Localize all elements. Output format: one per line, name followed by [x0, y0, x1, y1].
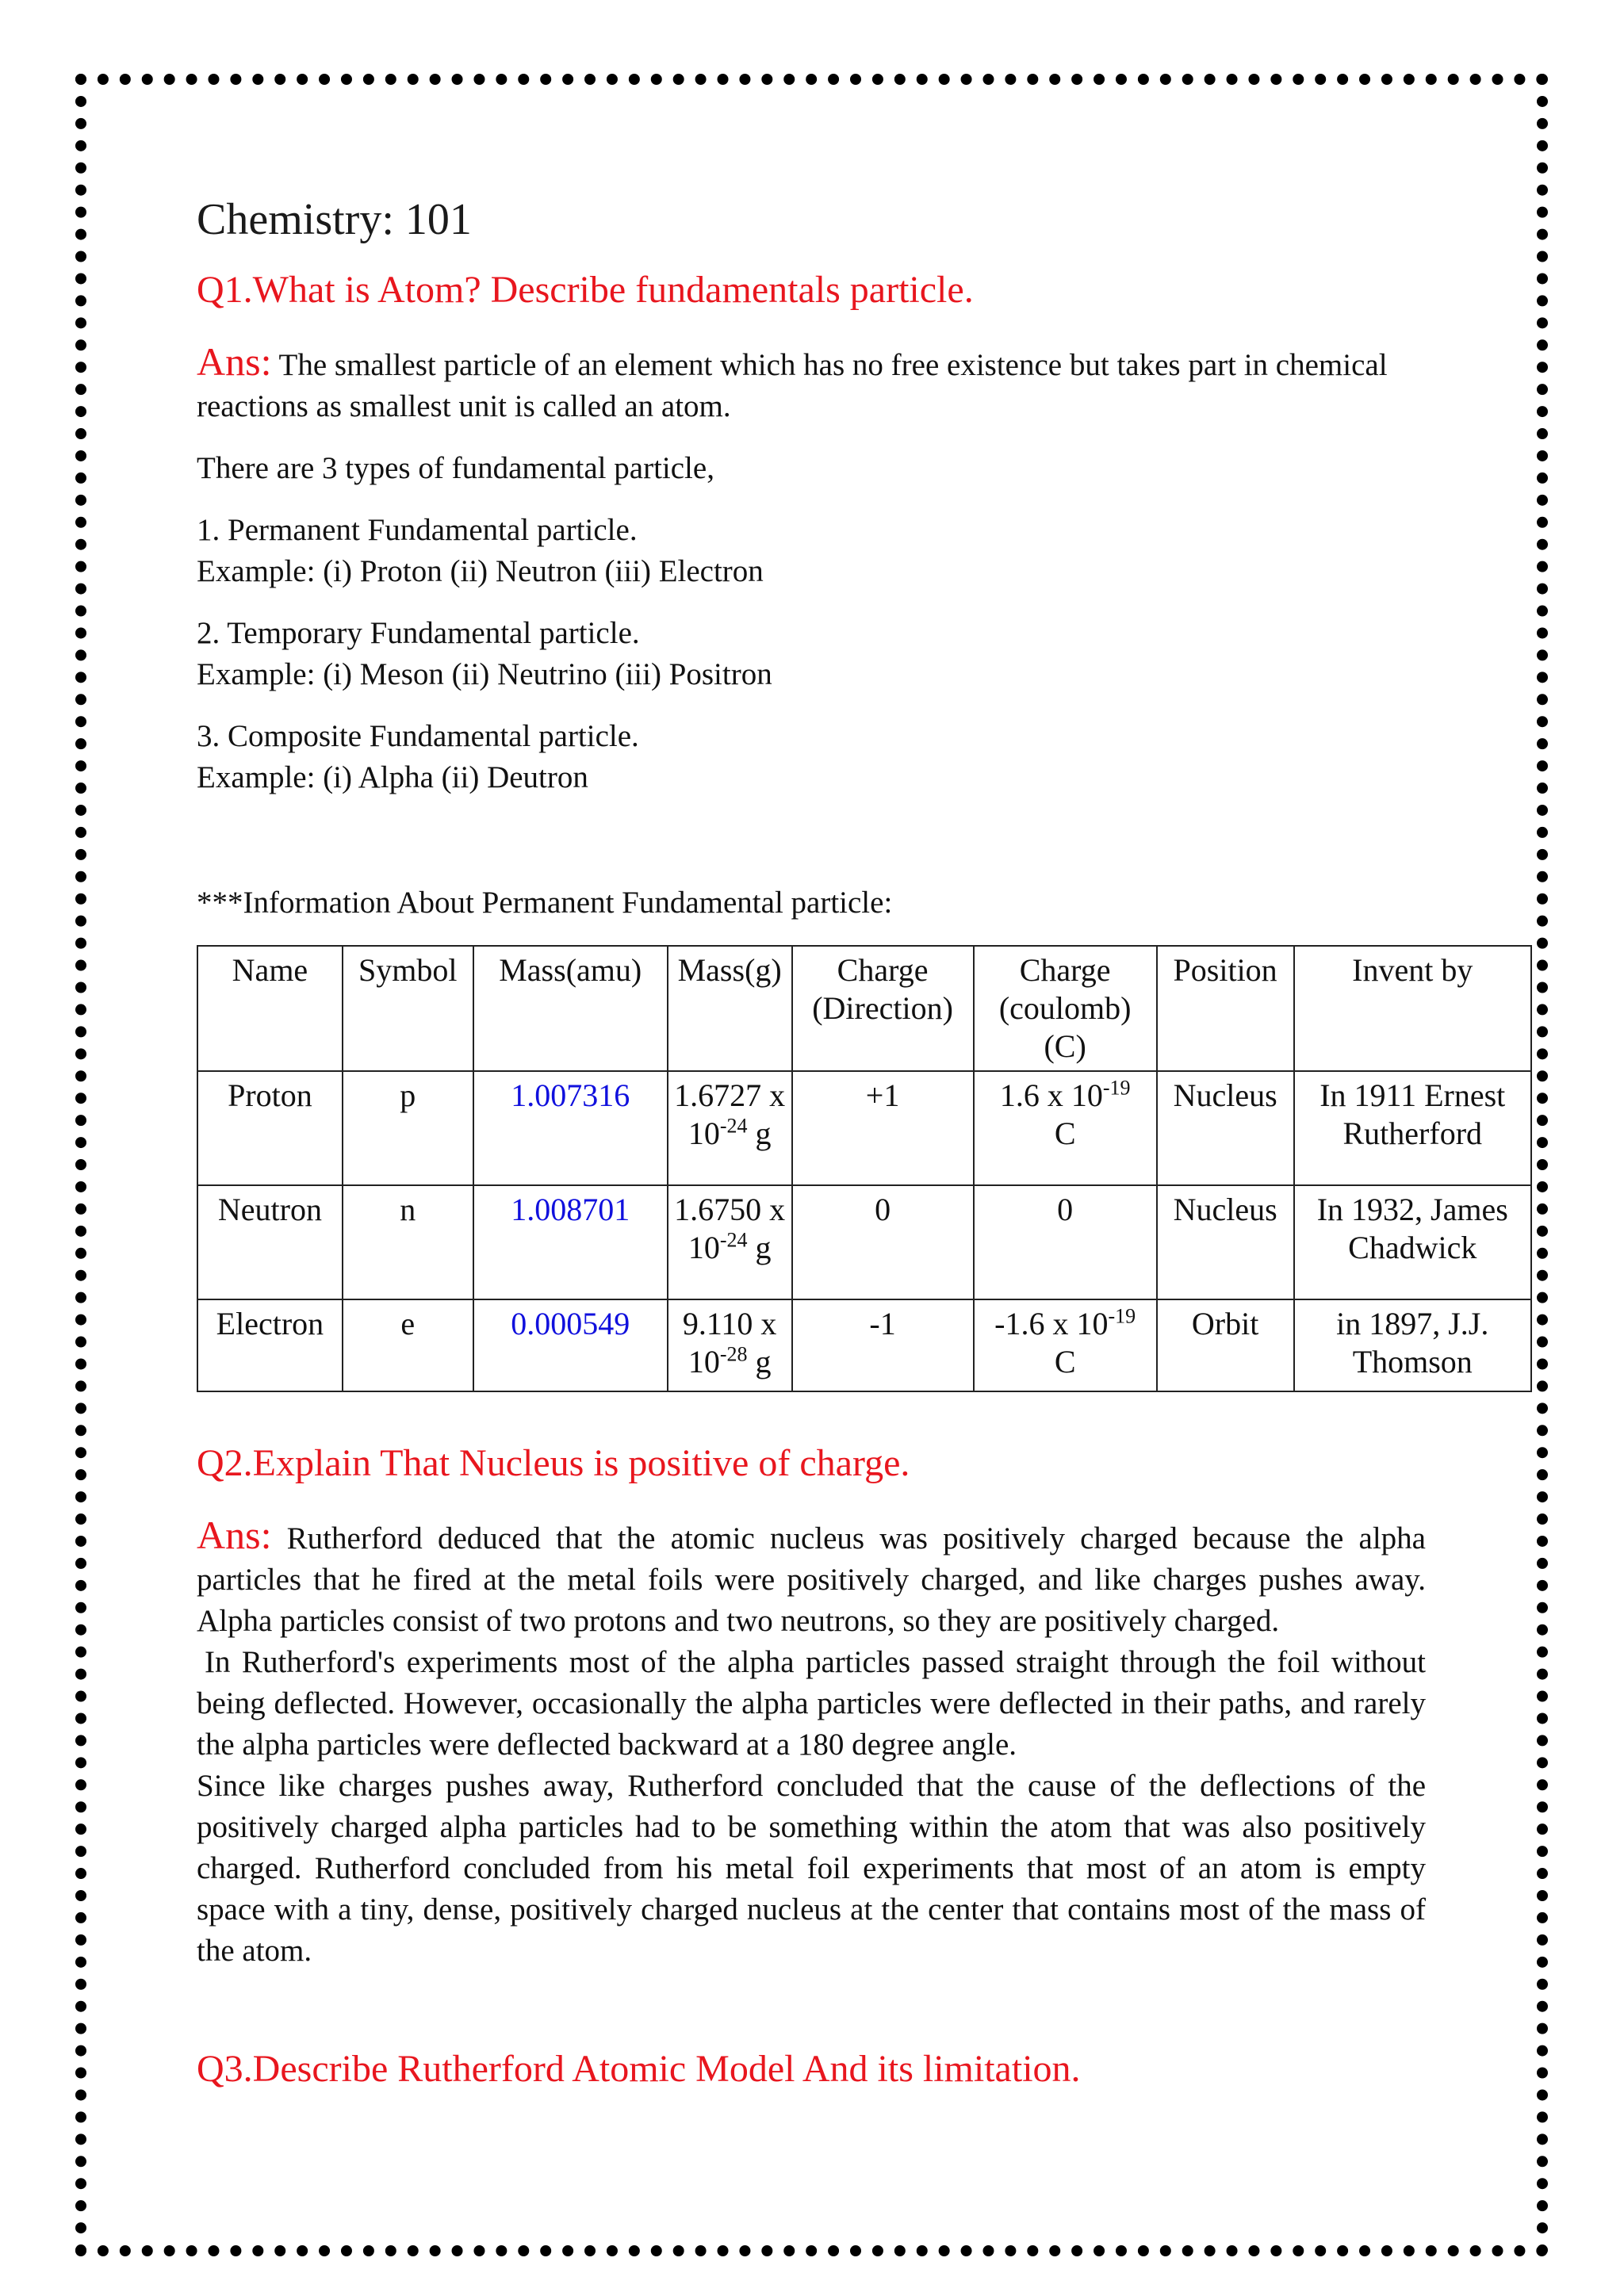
cell-charge-direction: 0	[792, 1185, 974, 1299]
type-1-example: Example: (i) Proton (ii) Neutron (iii) Electron	[197, 554, 764, 588]
q2-answer-para-3: Since like charges pushes away, Rutherford concluded that the cause of the deflections of the positively charged alpha particles had to be something within the atom that was also positively charged. Rutherford concluded from his metal foil experiments that most of an atom is empty space with a tiny, dense, positively charged nucleus at the center that contains most of the mass of the atom.	[197, 1769, 1426, 1968]
mass-g-unit: g	[755, 1230, 772, 1265]
charge-unit: C	[1054, 1344, 1076, 1380]
charge-exponent: -19	[1102, 1076, 1131, 1100]
ans-label: Ans:	[197, 339, 272, 384]
type-3-example: Example: (i) Alpha (ii) Deutron	[197, 760, 588, 794]
col-invent-by: Invent by	[1294, 946, 1531, 1071]
types-intro: There are 3 types of fundamental particle,	[197, 451, 714, 485]
mass-g-unit: g	[755, 1115, 772, 1151]
table-row	[197, 1299, 1531, 1391]
cell-mass-amu: 0.000549	[473, 1299, 668, 1391]
q2-answer-para-2: In Rutherford's experiments most of the alpha particles passed straight through the foil without being deflected. However, occasionally the alpha particles were deflected in their paths, and rarely the alpha particles were deflected backward at a 180 degree angle.	[197, 1645, 1426, 1762]
cell-symbol: n	[343, 1185, 473, 1299]
q1-answer-text: The smallest particle of an element which has no free existence but takes part in chemical reactions as smallest unit is called an atom.	[197, 348, 1388, 423]
table-row	[197, 1071, 1531, 1185]
cell-invent-by: in 1897, J.J. Thomson	[1294, 1299, 1531, 1391]
charge-exponent: -19	[1108, 1304, 1136, 1328]
type-1	[197, 510, 1426, 592]
col-symbol: Symbol	[343, 946, 473, 1071]
mass-g-base: 1.6750 x 10	[674, 1192, 786, 1265]
cell-name: Electron	[197, 1299, 343, 1391]
question-3: Q3.Describe Rutherford Atomic Model And its limitation.	[197, 2048, 1081, 2090]
cell-charge-direction: -1	[792, 1299, 974, 1391]
cell-invent-by: In 1932, James Chadwick	[1294, 1185, 1531, 1299]
cell-name: Proton	[197, 1071, 343, 1185]
col-mass-g: Mass(g)	[668, 946, 792, 1071]
q2-answer	[197, 1514, 1426, 1972]
q2-answer-text-1: Rutherford deduced that the atomic nucleus was positively charged because the alpha particles that he fired at the metal foils were positively charged, and like charges pushes away. Alpha particles consist of two protons and two neutrons, so they are positively charged.	[197, 1521, 1426, 1638]
question-1: Q1.What is Atom? Describe fundamentals particle.	[197, 269, 974, 311]
cell-position: Orbit	[1157, 1299, 1294, 1391]
col-name: Name	[197, 946, 343, 1071]
charge-unit: C	[1054, 1115, 1076, 1151]
ans-label: Ans:	[197, 1513, 272, 1557]
cell-symbol: p	[343, 1071, 473, 1185]
type-3	[197, 716, 1426, 798]
cell-mass-amu: 1.007316	[473, 1071, 668, 1185]
type-3-name: 3. Composite Fundamental particle.	[197, 719, 639, 753]
q1-answer	[197, 341, 1426, 427]
cell-charge-coulomb	[974, 1299, 1157, 1391]
type-2	[197, 613, 1426, 695]
mass-g-exponent: -28	[719, 1342, 748, 1366]
col-mass-amu: Mass(amu)	[473, 946, 668, 1071]
mass-g-unit: g	[755, 1344, 772, 1380]
page-title: Chemistry: 101	[197, 195, 472, 244]
table-heading: ***Information About Permanent Fundamental particle:	[197, 886, 893, 920]
mass-g-base: 1.6727 x 10	[674, 1077, 786, 1151]
charge-base: 1.6 x 10	[999, 1077, 1103, 1113]
cell-mass-amu: 1.008701	[473, 1185, 668, 1299]
cell-charge-coulomb: 0	[974, 1185, 1157, 1299]
cell-charge-direction: +1	[792, 1071, 974, 1185]
cell-position: Nucleus	[1157, 1071, 1294, 1185]
question-2: Q2.Explain That Nucleus is positive of charge.	[197, 1442, 910, 1484]
table-row	[197, 1185, 1531, 1299]
cell-mass-g	[668, 1071, 792, 1185]
mass-g-exponent: -24	[719, 1114, 748, 1138]
col-charge-coulomb: Charge (coulomb) (C)	[974, 946, 1157, 1071]
type-2-name: 2. Temporary Fundamental particle.	[197, 616, 640, 650]
col-position: Position	[1157, 946, 1294, 1071]
col-charge-direction: Charge (Direction)	[792, 946, 974, 1071]
cell-symbol: e	[343, 1299, 473, 1391]
cell-invent-by: In 1911 Ernest Rutherford	[1294, 1071, 1531, 1185]
type-1-name: 1. Permanent Fundamental particle.	[197, 513, 638, 547]
type-2-example: Example: (i) Meson (ii) Neutrino (iii) Positron	[197, 657, 772, 691]
mass-g-base: 9.110 x 10	[682, 1306, 777, 1380]
mass-g-exponent: -24	[719, 1228, 748, 1252]
charge-base: -1.6 x 10	[994, 1306, 1109, 1341]
cell-name: Neutron	[197, 1185, 343, 1299]
particle-table	[197, 945, 1532, 1392]
cell-mass-g	[668, 1185, 792, 1299]
cell-charge-coulomb	[974, 1071, 1157, 1185]
q2-answer-para-1	[197, 1514, 1426, 1642]
cell-mass-g	[668, 1299, 792, 1391]
cell-position: Nucleus	[1157, 1185, 1294, 1299]
table-header-row	[197, 946, 1531, 1071]
